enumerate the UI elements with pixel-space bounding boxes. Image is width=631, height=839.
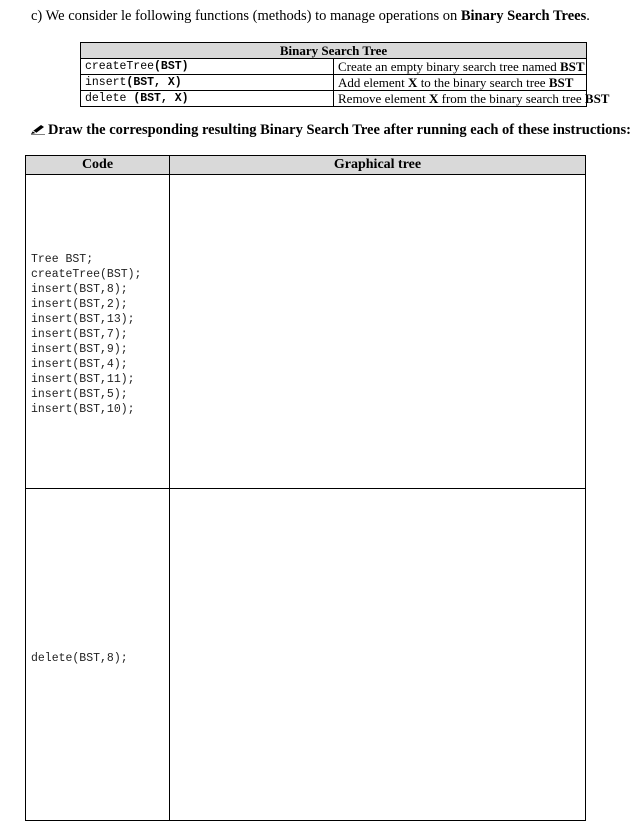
desc-bold: BST [584, 90, 610, 106]
code-line: insert(BST,13); [31, 313, 135, 326]
exercise-table [25, 155, 586, 821]
desc-text: from the binary search tree [438, 90, 585, 106]
definition-description [334, 75, 587, 91]
desc-text: to the binary search tree [417, 74, 549, 90]
instruction-text: Draw the corresponding resulting Binary Search Tree after running each of these instructions: [48, 122, 631, 138]
code-block [26, 252, 169, 417]
definition-row [81, 59, 587, 75]
definition-signature [81, 91, 334, 107]
tree-drawing-area[interactable] [170, 489, 586, 821]
code-line: Tree BST; [31, 253, 94, 266]
intro-text [31, 8, 590, 25]
code-column-header: Code [26, 156, 170, 175]
desc-bold: X [428, 90, 439, 106]
definitions-table [80, 42, 610, 107]
code-line: insert(BST,5); [31, 388, 128, 401]
function-args: (BST, X) [126, 75, 182, 89]
instruction-heading [31, 122, 631, 139]
exercise-row [26, 489, 586, 821]
function-name: insert [85, 75, 127, 89]
exercise-row [26, 175, 586, 489]
desc-bold: BST [548, 74, 574, 90]
tree-drawing-area[interactable] [170, 175, 586, 489]
function-args: (BST, X) [126, 91, 189, 105]
code-line: insert(BST,8); [31, 283, 128, 296]
intro-suffix: . [586, 8, 590, 24]
desc-text: Create an empty binary search tree named [338, 58, 560, 74]
definition-row [81, 75, 587, 91]
desc-text: Remove element [338, 90, 429, 106]
code-line: insert(BST,2); [31, 298, 128, 311]
code-line: insert(BST,11); [31, 373, 135, 386]
code-cell [26, 489, 170, 821]
intro-emphasis: Binary Search Trees [460, 8, 587, 24]
function-name: delete [85, 91, 127, 105]
definition-description [334, 59, 587, 75]
tree-column-header: Graphical tree [170, 156, 586, 175]
code-block [26, 651, 169, 666]
desc-bold: X [408, 74, 418, 90]
code-line: insert(BST,10); [31, 403, 135, 416]
desc-bold: BST [559, 58, 585, 74]
function-name: createTree [85, 59, 155, 73]
intro-prefix: c) We consider le following functions (methods) to manage operations on [31, 8, 461, 24]
definition-description [334, 90, 610, 107]
code-line: insert(BST,9); [31, 343, 128, 356]
code-cell [26, 175, 170, 489]
pencil-icon [31, 125, 45, 135]
definition-row [81, 91, 587, 107]
code-line: insert(BST,4); [31, 358, 128, 371]
desc-text: Add element [338, 74, 409, 90]
definitions-header: Binary Search Tree [81, 43, 587, 59]
definition-signature [81, 59, 334, 75]
code-line: createTree(BST); [31, 268, 142, 281]
code-line: insert(BST,7); [31, 328, 128, 341]
definition-signature [81, 75, 334, 91]
function-args: (BST) [154, 59, 189, 73]
code-line: delete(BST,8); [31, 652, 128, 665]
